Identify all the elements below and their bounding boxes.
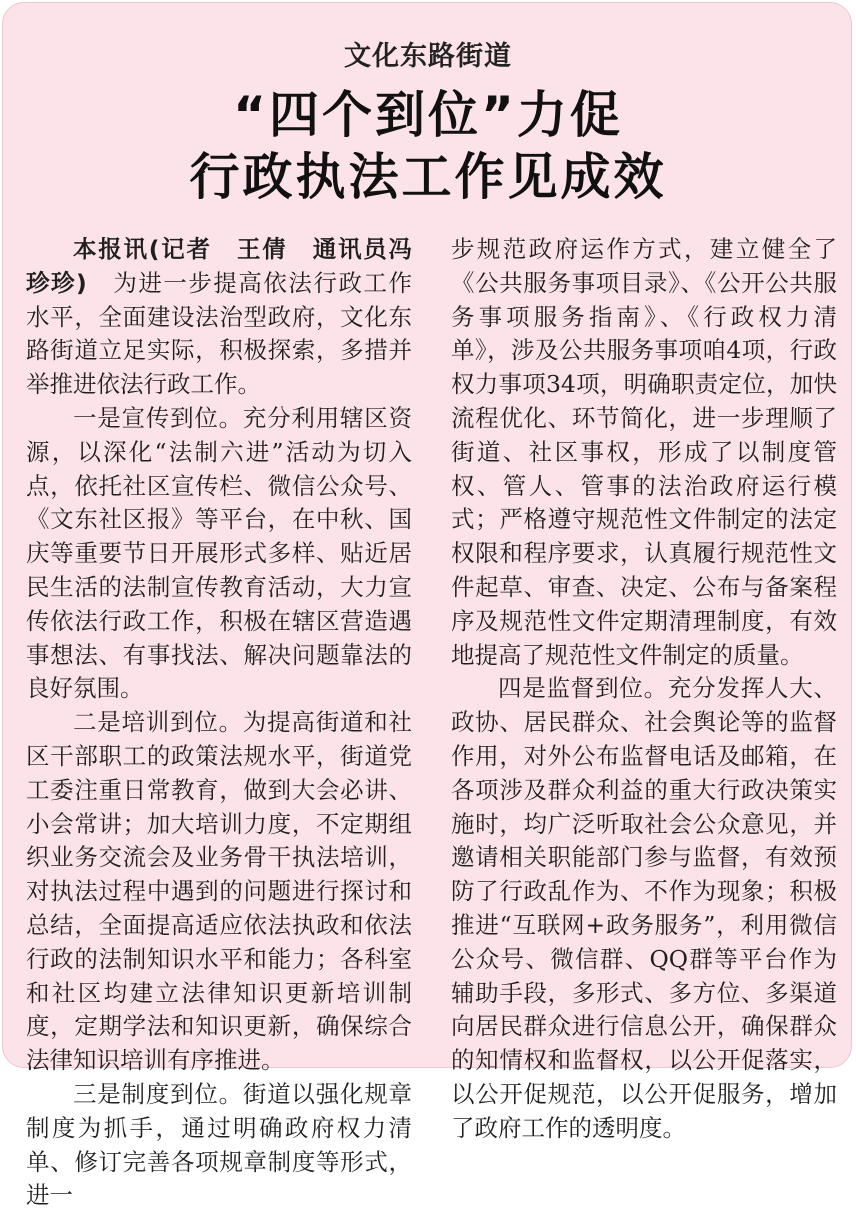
article-column-left bbox=[26, 233, 412, 1213]
byline: 本报讯(记者 王倩 通讯员冯珍珍) bbox=[26, 235, 412, 297]
paragraph-system-continued: 步规范政府运作方式，建立健全了《公共服务事项目录》、《公开公共服务事项服务指南》、《行政权力清单》，涉及公共服务事项咱4项，行政权力事项34项，明确职责定位，加快流程优化、环节简化，进一步理顺了街道、社区事权，形成了以制度管权、管人、管事的法治政府运行模式；严格遵守规范性文件制定的法定权限和程序要求，认真履行规范性文件起草、审查、决定、公布与备案程序及规范性文件定期清理制度，有效地提高了规范性文件制定的质量。 bbox=[451, 235, 837, 669]
paragraph-system-start: 三是制度到位。街道以强化规章制度为抓手，通过明确政府权力清单、修订完善各项规章制度等形式，进一 bbox=[26, 1079, 412, 1210]
article-column-right bbox=[451, 233, 837, 1146]
paragraph-supervision: 四是监督到位。充分发挥人大、政协、居民群众、社会舆论等的监督作用，对外公布监督电话及邮箱，在各项涉及群众利益的重大行政决策实施时，均广泛听取社会公众意见，并邀请相关职能部门参与监督，有效预防了行政乱作为、不作为现象；积极推进“互联网+政务服务”，利用微信公众号、微信群、QQ群等平台作为辅助手段，多形式、多方位、多渠道向居民群众进行信息公开，确保群众的知情权和监督权，以公开促落实，以公开促规范，以公开促服务，增加了政府工作的透明度。 bbox=[451, 674, 837, 1142]
article-kicker: 文化东路街道 bbox=[344, 41, 512, 72]
lead-paragraph bbox=[26, 233, 412, 402]
article-title-line1: “四个到位”力促 bbox=[233, 86, 623, 144]
lead-text: 为进一步提高依法行政工作水平，全面建设法治型政府，文化东路街道立足实际，积极探索，多措并举推进依法行政工作。 bbox=[26, 268, 412, 399]
article-title-line2: 行政执法工作见成效 bbox=[189, 148, 667, 206]
paragraph-publicity: 一是宣传到位。充分利用辖区资源，以深化“法制六进”活动为切入点，依托社区宣传栏、微信公众号、《文东社区报》等平台，在中秋、国庆等重要节日开展形式多样、贴近居民生活的法制宣传教育活动，大力宣传依法行政工作，积极在辖区营造遇事想法、有事找法、解决问题靠法的良好氛围。 bbox=[26, 403, 412, 703]
paragraph-training: 二是培训到位。为提高街道和社区干部职工的政策法规水平，街道党工委注重日常教育，做到大会必讲、小会常讲；加大培训力度，不定期组织业务交流会及业务骨干执法培训，对执法过程中遇到的问题进行探讨和总结，全面提高适应依法执政和依法行政的法制知识水平和能力；各科室和社区均建立法律知识更新培训制度，定期学法和知识更新，确保综合法律知识培训有序推进。 bbox=[26, 708, 412, 1075]
